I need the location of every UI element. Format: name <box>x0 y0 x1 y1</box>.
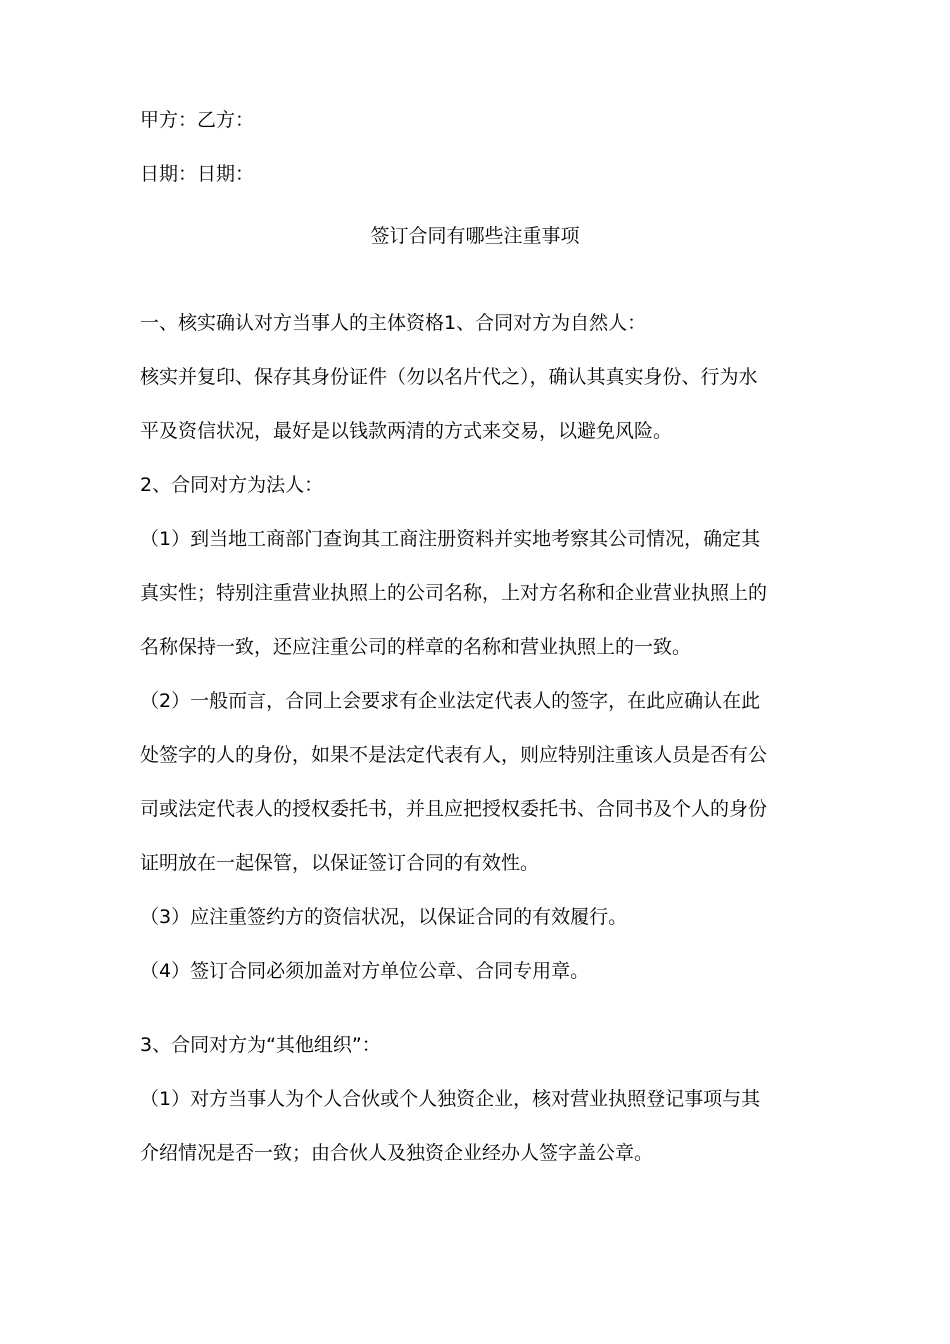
section3-item1-line: （1）对方当事人为个人合伙或个人独资企业，核对营业执照登记事项与其 <box>140 1088 761 1110</box>
section2-item2-line: 司或法定代表人的授权委托书，并且应把授权委托书、合同书及个人的身份 <box>140 798 768 820</box>
section2-item1-line: 真实性；特别注重营业执照上的公司名称，上对方名称和企业营业执照上的 <box>140 582 768 604</box>
section1-heading: 一、核实确认对方当事人的主体资格1、合同对方为自然人： <box>140 312 647 334</box>
section2-item1-line: （1）到当地工商部门查询其工商注册资料并实地考察其公司情况，确定其 <box>140 528 761 550</box>
section1-paragraph-line: 平及资信状况，最好是以钱款两清的方式来交易，以避免风险。 <box>140 420 673 442</box>
section3-heading: 3、合同对方为“其他组织”： <box>140 1034 381 1056</box>
dates-line: 日期：日期： <box>140 163 255 185</box>
section2-item2-line: （2）一般而言，合同上会要求有企业法定代表人的签字，在此应确认在此 <box>140 690 761 712</box>
section1-paragraph-line: 核实并复印、保存其身份证件（勿以名片代之），确认其真实身份、行为水 <box>140 366 758 388</box>
document-title: 签订合同有哪些注重事项 <box>370 225 580 247</box>
section2-item4: （4）签订合同必须加盖对方单位公章、合同专用章。 <box>140 960 590 982</box>
section2-heading: 2、合同对方为法人： <box>140 474 324 496</box>
section2-item1-line: 名称保持一致，还应注重公司的样章的名称和营业执照上的一致。 <box>140 636 692 658</box>
section3-item1-line: 介绍情况是否一致；由合伙人及独资企业经办人签字盖公章。 <box>140 1142 654 1164</box>
section2-item2-line: 处签字的人的身份，如果不是法定代表有人，则应特别注重该人员是否有公 <box>140 744 768 766</box>
section2-item2-line: 证明放在一起保管，以保证签订合同的有效性。 <box>140 852 540 874</box>
parties-line: 甲方：乙方： <box>140 109 255 131</box>
section2-item3: （3）应注重签约方的资信状况，以保证合同的有效履行。 <box>140 906 628 928</box>
